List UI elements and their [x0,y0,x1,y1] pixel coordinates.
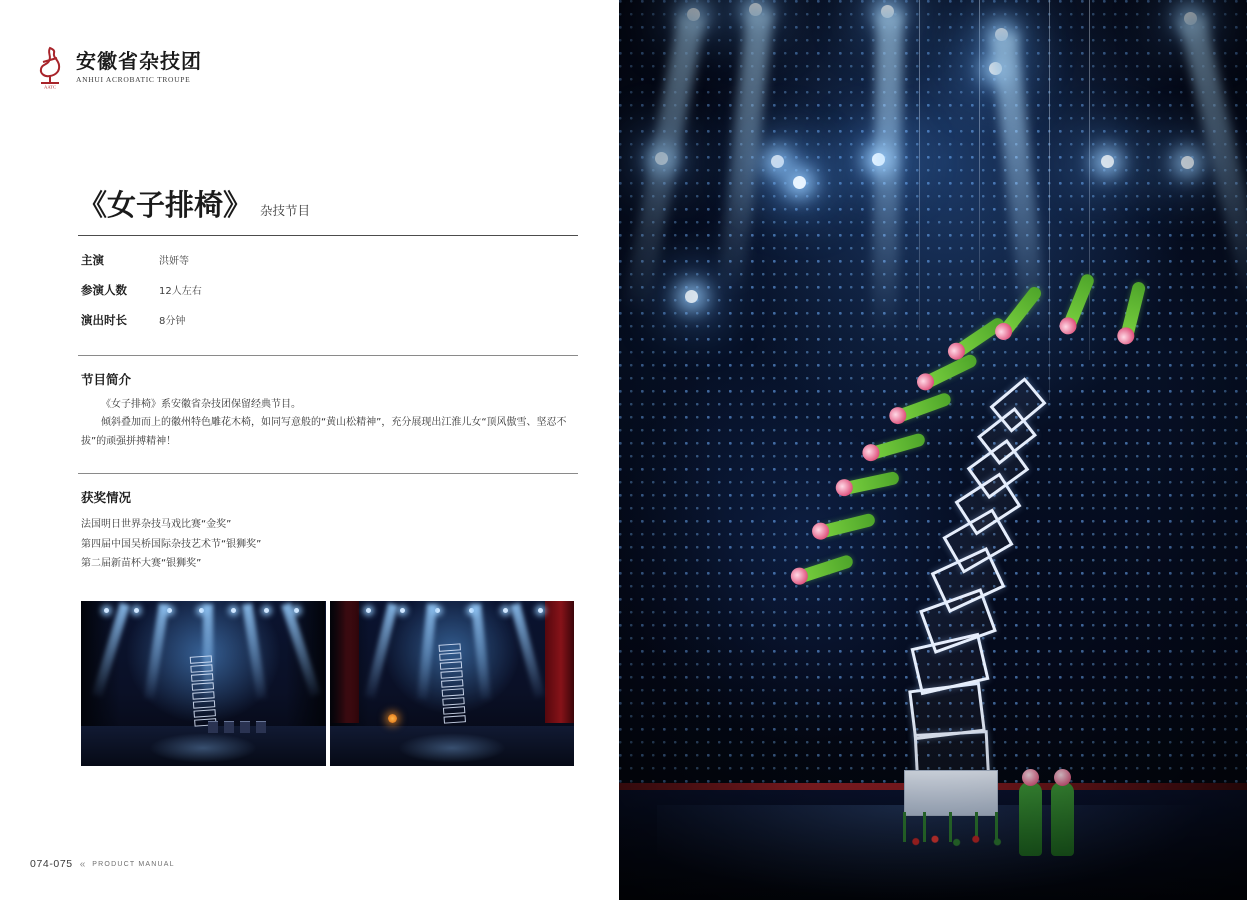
brand-name-cn: 安徽省杂技团 [76,49,202,73]
thumb-stage-props [208,721,278,733]
divider-top [78,235,578,236]
awards-list [81,515,578,574]
gallery-strip [81,601,574,766]
left-page [0,0,619,900]
chevron-left-icon: « [79,858,86,870]
meta-label-duration: 演出时长 [81,312,127,327]
program-title: 《女子排椅》 [78,188,253,222]
awards-heading: 获奖情况 [81,490,132,506]
brand-logo [30,45,202,89]
svg-text:AATC: AATC [44,84,56,89]
list-item: 第二届新苗杯大赛“银狮奖” [81,558,202,570]
gallery-thumb-2 [330,601,575,766]
divider-middle [78,355,578,356]
program-title-suffix: 杂技节目 [260,202,311,218]
intro-paragraph-1: 《女子排椅》系安徽省杂技团保留经典节目。 [101,398,301,410]
thumb-floor-glow [149,733,257,763]
meta-value-duration: 8分钟 [159,315,186,327]
photo-vignette [619,0,1247,900]
brand-text [76,50,202,84]
page-footer [30,858,175,870]
thumb-floor-glow [398,733,506,763]
page-title [78,190,578,222]
intro-heading: 节目简介 [81,371,132,387]
list-item: 第四届中国吴桥国际杂技艺术节“银狮奖” [81,538,262,550]
intro-body [81,396,578,452]
gallery-thumb-1 [81,601,326,766]
meta-value-lead: 洪妍等 [159,255,189,267]
table-row [81,282,202,312]
acrobat-figure-logo-icon [30,45,70,89]
meta-label-lead: 主演 [81,252,104,267]
footer-label: PRODUCT MANUAL [92,860,175,868]
intro-paragraph-2: 倾斜叠加而上的徽州特色雕花木椅，如同写意般的“黄山松精神”，充分展现出江淮儿女“顶风傲雪、坚忍不拔”的顽强拼搏精神！ [81,417,567,447]
program-meta-table [81,252,202,342]
divider-bottom [78,473,578,474]
thumb-curtain-right [545,601,574,723]
meta-label-cast-size: 参演人数 [81,282,127,297]
folio-number: 074-075 [30,858,73,870]
program-content [78,190,578,574]
table-row [81,312,202,342]
table-row [81,252,202,282]
brand-name-en: ANHUI ACROBATIC TROUPE [76,75,191,84]
meta-value-cast-size: 12人左右 [159,285,202,297]
list-item: 法国明日世界杂技马戏比赛“金奖” [81,519,232,531]
feature-photo [619,0,1247,900]
thumb-spotlight-row [344,608,559,614]
